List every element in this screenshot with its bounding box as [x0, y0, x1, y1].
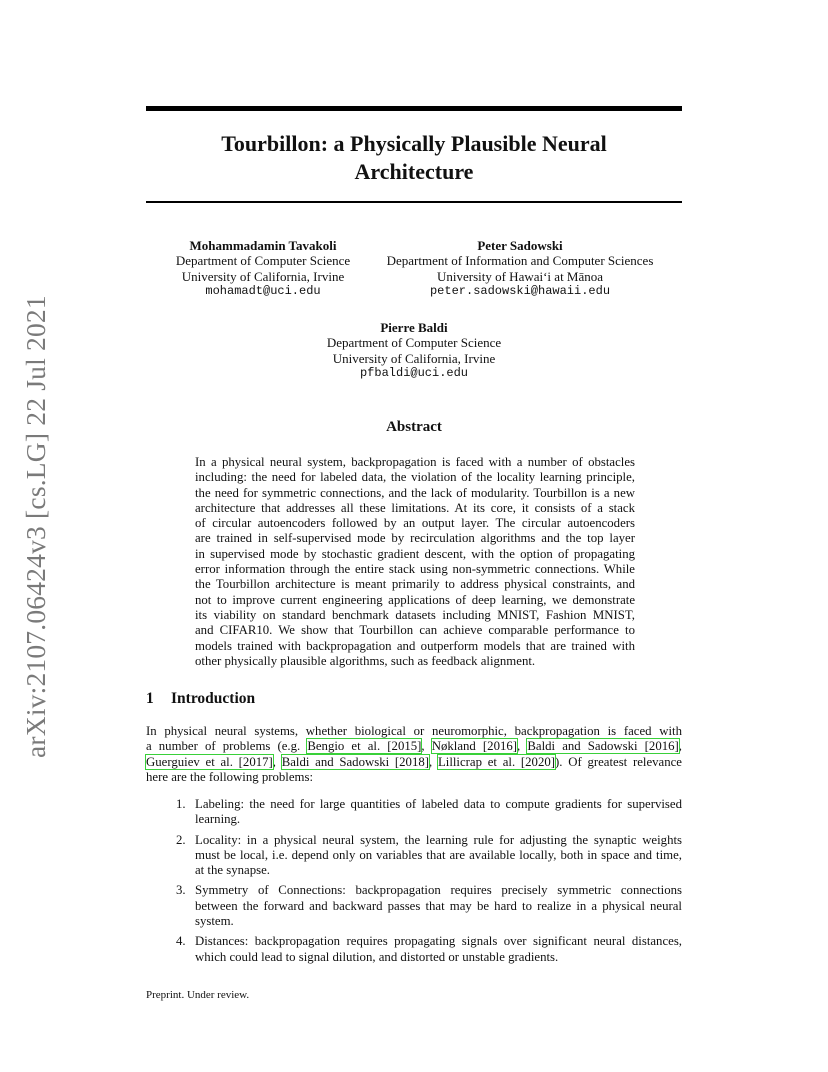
author-email[interactable]: peter.sadowski@hawaii.edu	[429, 283, 611, 298]
abstract-line: other physically plausible algorithms, such as feedback alignment.	[195, 653, 536, 668]
intro-line: here are the following problems:	[146, 769, 314, 784]
author-department: Department of Computer Science	[175, 253, 351, 269]
section-heading	[146, 690, 255, 708]
list-line: learning.	[195, 812, 241, 827]
author-block	[372, 238, 668, 299]
author-email[interactable]: pfbaldi@uci.edu	[359, 365, 469, 380]
citation-link[interactable]: Bengio et al. [2015]	[307, 739, 422, 754]
list-line: at the synapse.	[195, 863, 270, 878]
abstract-body	[195, 455, 635, 669]
abstract-line: the Tourbillon architecture is meant primarily to address physical constraints, and	[195, 577, 635, 592]
abstract-line: architecture that addresses all these limitations. At its core, it consists of a stack	[195, 500, 635, 515]
list-line: which could lead to signal dilution, and distorted or unstable gradients.	[195, 949, 559, 964]
citation-link[interactable]: Guerguiev et al. [2017]	[146, 754, 273, 769]
list-line: between the forward and backward passes that may be hard to realize in a physical neural	[195, 898, 682, 913]
abstract-line: are trained in self-supervised mode by recirculation algorithms and the top layer	[195, 531, 635, 546]
list-line: Distances: backpropagation requires propagating signals over significant neural distances,	[195, 934, 682, 949]
list-item	[176, 934, 682, 965]
list-number: 3.	[176, 883, 186, 898]
page-footer: Preprint. Under review.	[146, 989, 250, 1001]
list-number: 2.	[176, 832, 186, 847]
abstract-line: and CIFAR10. We show that Tourbillon can achieve comparable performance to	[195, 623, 635, 638]
author-institution: University of California, Irvine	[181, 268, 345, 284]
abstract-line: including: the need for labeled data, the violation of the locality learning principle,	[195, 470, 635, 485]
title-top-rule	[146, 106, 682, 111]
abstract-line: models trained with backpropagation and outperform models that are trained with	[195, 638, 635, 653]
author-name: Pierre Baldi	[380, 320, 448, 335]
list-line: system.	[195, 914, 234, 929]
intro-line: Guerguiev et al. [2017], Baldi and Sadowski [2018], Lillicrap et al. [2020]). Of greatest relevance	[146, 754, 682, 769]
intro-text: a number of problems (e.g.	[146, 739, 308, 754]
author-block	[264, 320, 564, 381]
author-institution: University of Hawai‘i at Mānoa	[436, 268, 604, 284]
title-bottom-rule	[146, 201, 682, 203]
intro-line: a number of problems (e.g. Bengio et al. [2015], Nøkland [2016], Baldi and Sadowski [2016],	[146, 739, 682, 754]
abstract-line: its viability on standard benchmark datasets including MNIST, Fashion MNIST,	[195, 607, 635, 622]
arxiv-identifier: arXiv:2107.06424v3 [cs.LG] 22 Jul 2021	[20, 295, 51, 758]
list-line: Locality: in a physical neural system, the learning rule for adjusting the synaptic weights	[195, 832, 682, 847]
title-line: Tourbillon: a Physically Plausible Neural	[221, 131, 607, 156]
author-name: Mohammadamin Tavakoli	[189, 238, 337, 253]
list-item	[176, 797, 682, 828]
list-number: 4.	[176, 934, 186, 949]
abstract-line: of circular autoencoders followed by an output layer. The circular autoencoders	[195, 516, 635, 531]
citation-link[interactable]: Baldi and Sadowski [2016]	[527, 739, 679, 754]
list-item	[176, 883, 682, 929]
abstract-line: In a physical neural system, backpropagation is faced with a number of obstacles	[195, 455, 635, 469]
author-name: Peter Sadowski	[477, 238, 563, 253]
section-title: Introduction	[171, 690, 256, 707]
list-number: 1.	[176, 797, 186, 811]
title-line: Architecture	[354, 159, 474, 184]
author-department: Department of Computer Science	[326, 335, 502, 351]
citation-link[interactable]: Baldi and Sadowski [2018]	[281, 754, 430, 769]
author-department: Department of Information and Computer Sciences	[386, 253, 654, 269]
abstract-line: error information through the entire stack using non-symmetric connections. While	[195, 562, 635, 577]
list-line: Symmetry of Connections: backpropagation requires precisely symmetric connections	[195, 883, 682, 898]
citation-link[interactable]: Lillicrap et al. [2020]	[437, 754, 556, 769]
problem-list	[176, 797, 682, 970]
section-number: 1	[146, 690, 154, 707]
intro-paragraph	[146, 724, 682, 785]
paper-title	[146, 130, 682, 186]
abstract-line: the need for symmetric connections, and the lack of modularity. Tourbillon is a new	[195, 485, 635, 500]
list-item	[176, 833, 682, 879]
list-line: must be local, i.e. depend only on variables that are available locally, both in space and time,	[195, 847, 682, 862]
abstract-line: in supervised mode by stochastic gradient descent, with the option of propagating	[195, 546, 635, 561]
list-line: Labeling: the need for large quantities of labeled data to compute gradients for supervised	[195, 797, 682, 811]
abstract-line: not to improve current engineering applications of deep learning, we demonstrate	[195, 592, 635, 607]
abstract-heading: Abstract	[386, 419, 442, 435]
author-institution: University of California, Irvine	[332, 350, 496, 366]
author-email[interactable]: mohamadt@uci.edu	[205, 283, 321, 298]
author-block	[160, 238, 366, 299]
citation-link[interactable]: Nøkland [2016]	[431, 739, 518, 754]
intro-line: In physical neural systems, whether biological or neuromorphic, backpropagation is faced with	[146, 724, 682, 738]
intro-text: ). Of greatest relevance	[555, 754, 682, 769]
